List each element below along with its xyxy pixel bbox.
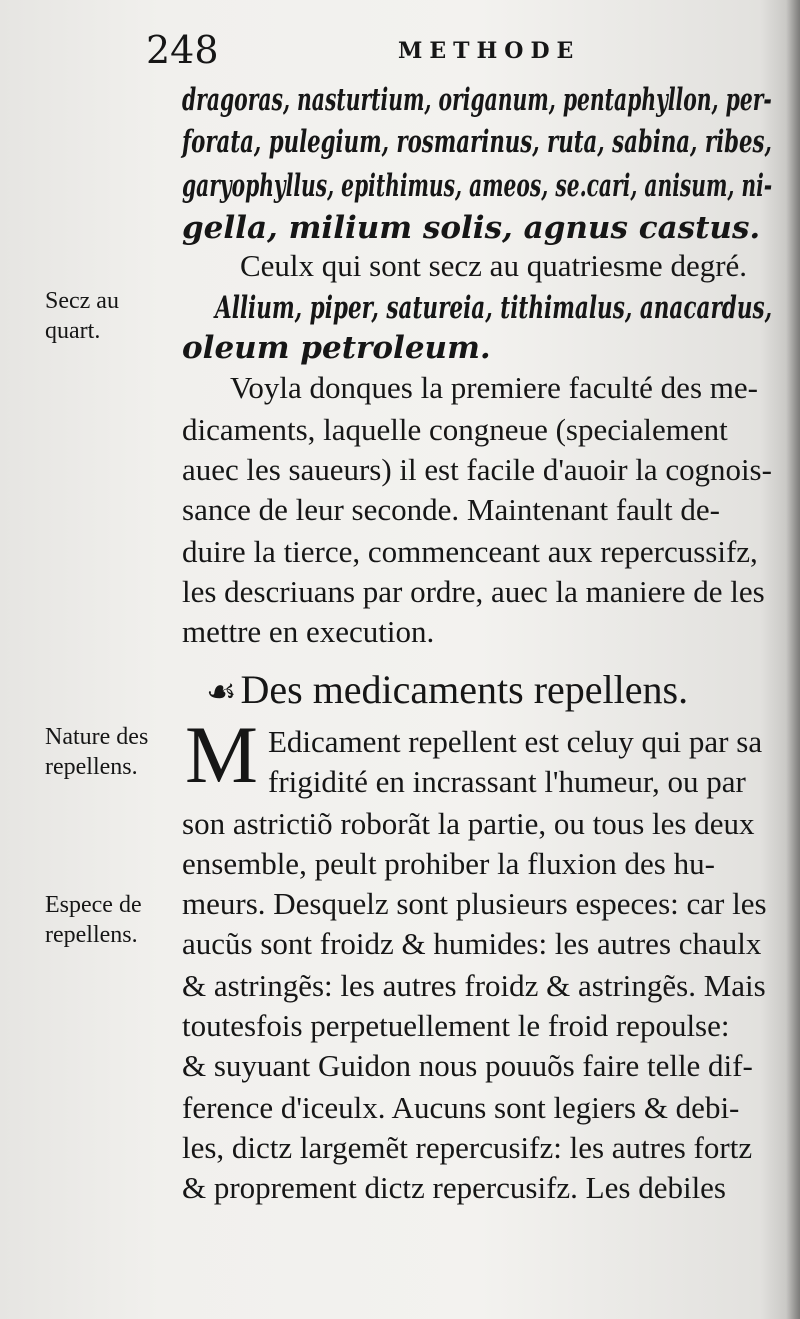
text-line: & proprement dictz repercusifz. Les debiles <box>182 1170 726 1205</box>
section-heading-text: Des medicaments repellens. <box>240 667 689 712</box>
margin-note <box>45 286 119 346</box>
text-line: les descriuans par ordre, auec la maniere de les <box>182 574 765 609</box>
text-line: & suyuant Guidon nous pouuõs faire telle dif- <box>182 1048 753 1083</box>
text-line: frigidité en incrassant l'humeur, ou par <box>268 764 746 799</box>
text-line: Ceulx qui sont secz au quatriesme degré. <box>240 248 748 283</box>
text-line: Voyla donques la premiere faculté des me- <box>230 370 758 405</box>
page-edge-shadow <box>786 0 800 1319</box>
drop-cap: M <box>185 709 258 800</box>
page-header <box>0 22 800 72</box>
section-heading <box>206 668 688 715</box>
margin-note-line: repellens. <box>45 922 138 948</box>
text-line: dicaments, laquelle congneue (specialement <box>182 412 728 447</box>
text-line: & astringẽs: les autres froidz & astringẽs. Mais <box>182 968 766 1003</box>
text-line: sance de leur seconde. Maintenant fault de- <box>182 492 720 527</box>
page-number: 248 <box>146 28 219 72</box>
fleuron-ornament-icon: ☙ <box>206 674 237 711</box>
margin-note-line: Nature des <box>45 724 149 750</box>
margin-note-line: repellens. <box>45 754 138 780</box>
text-line: garyophyllus, epithimus, ameos, se.cari, anisum, ni- <box>182 168 773 204</box>
running-head: METHODE <box>398 38 581 64</box>
text-line: aucũs sont froidz & humides: les autres chaulx <box>182 926 762 961</box>
text-line: ensemble, peult prohiber la fluxion des hu- <box>182 846 715 881</box>
text-line: son astrictiõ roborãt la partie, ou tous les deux <box>182 806 755 841</box>
text-line: forata, pulegium, rosmarinus, ruta, sabina, ribes, <box>182 124 772 160</box>
text-line: meurs. Desquelz sont plusieurs especes: car les <box>182 886 767 921</box>
text-line: gella, milium solis, agnus castus. <box>182 210 761 246</box>
text-line: toutesfois perpetuellement le froid repoulse: <box>182 1008 730 1043</box>
margin-note-line: quart. <box>45 318 101 344</box>
margin-note <box>45 890 142 950</box>
text-line: Allium, piper, satureia, tithimalus, anacardus, <box>215 290 773 326</box>
margin-note <box>45 722 148 782</box>
text-line: oleum petroleum. <box>182 330 491 366</box>
text-line: auec les saueurs) il est facile d'auoir la cognois- <box>182 452 772 487</box>
text-line: les, dictz largemẽt repercusifz: les autres fortz <box>182 1130 753 1165</box>
text-line: duire la tierce, commenceant aux repercussifz, <box>182 534 758 569</box>
text-line: Edicament repellent est celuy qui par sa <box>268 724 763 759</box>
text-line: mettre en execution. <box>182 614 435 649</box>
text-line: dragoras, nasturtium, origanum, pentaphyllon, per- <box>182 82 772 118</box>
margin-note-line: Espece de <box>45 892 142 918</box>
margin-note-line: Secz au <box>45 288 119 314</box>
text-line: ference d'iceulx. Aucuns sont legiers & debi- <box>182 1090 740 1125</box>
